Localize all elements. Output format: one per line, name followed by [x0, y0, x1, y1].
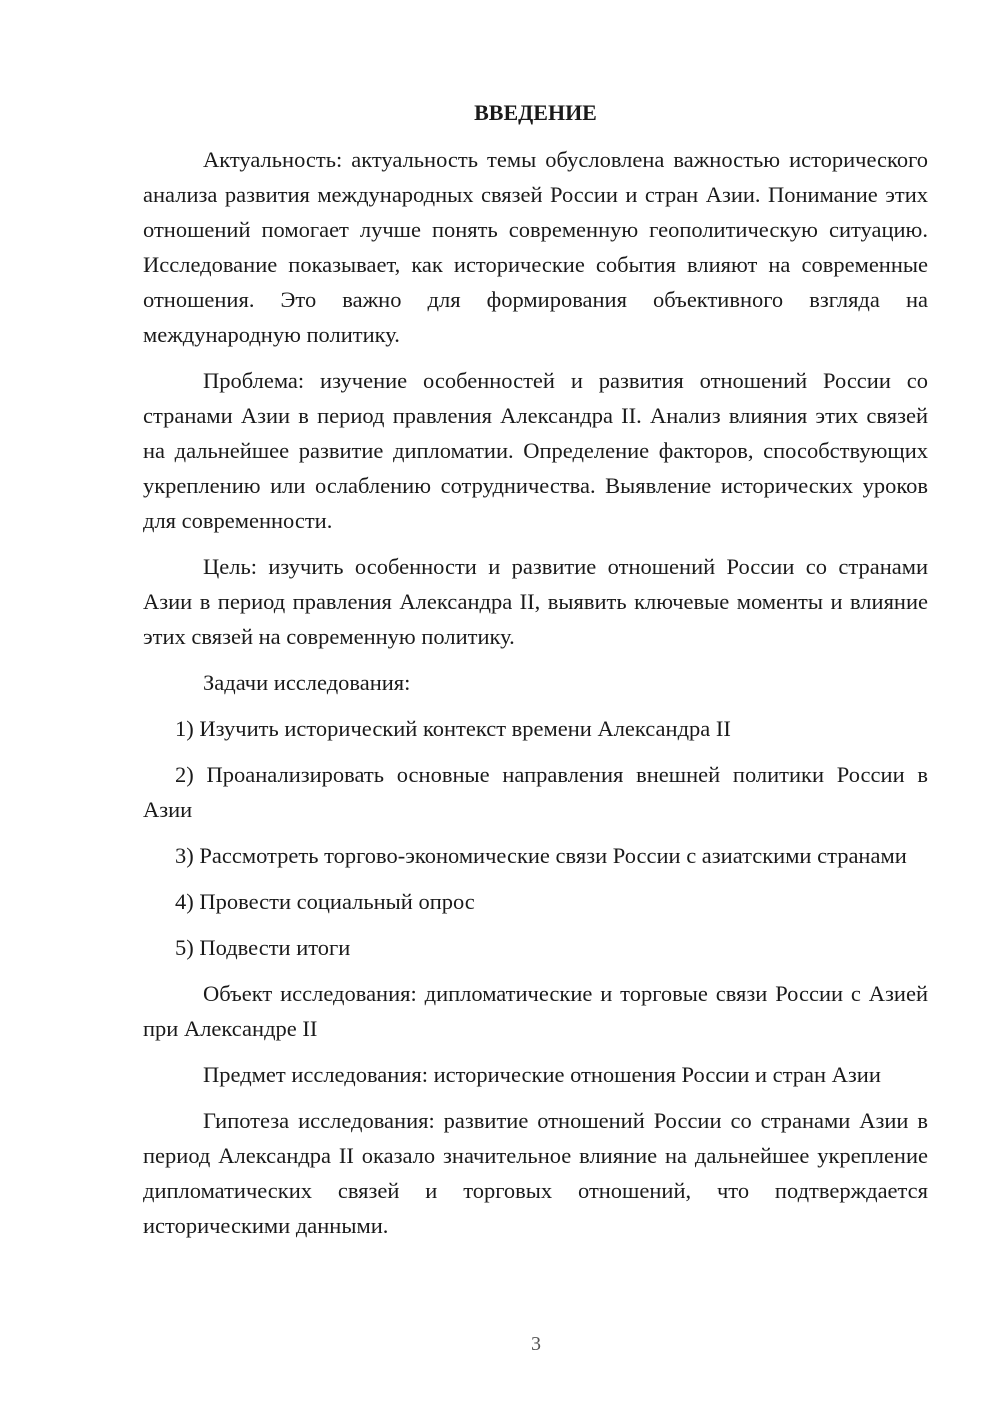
goal-paragraph: Цель: изучить особенности и развитие отношений России со странами Азии в период правления Александра II, выявить ключевые моменты и влияние этих связей на современную политику.: [143, 554, 928, 649]
section-heading: ВВЕДЕНИЕ: [474, 100, 597, 125]
task-item-3: 3) Рассмотреть торгово-экономические связи России с азиатскими странами: [175, 843, 907, 868]
task-item-4: 4) Провести социальный опрос: [175, 889, 475, 914]
page-number: 3: [531, 1333, 541, 1355]
document-page: [143, 95, 928, 1254]
relevance-paragraph: Актуальность: актуальность темы обусловлена важностью исторического анализа развития международных связей России и стран Азии. Понимание этих отношений помогает лучше понять современную геополитическую ситуацию. Исследование показывает, как исторические события влияют на современные отношения. Это важно для формирования объективного взгляда на международную политику.: [143, 147, 928, 347]
task-item-1: 1) Изучить исторический контекст времени Александра II: [175, 716, 731, 741]
task-item-2: 2) Проанализировать основные направления внешней политики России в Азии: [143, 762, 928, 822]
hypothesis-paragraph: Гипотеза исследования: развитие отношений России со странами Азии в период Александра II оказало значительное влияние на дальнейшее укрепление дипломатических связей и торговых отношений, что подтверждается историческими данными.: [143, 1108, 928, 1238]
tasks-heading: Задачи исследования:: [203, 670, 411, 695]
problem-paragraph: Проблема: изучение особенностей и развития отношений России со странами Азии в период правления Александра II. Анализ влияния этих связей на дальнейшее развитие дипломатии. Определение факторов, способствующих укреплению или ослаблению сотрудничества. Выявление исторических уроков для современности.: [143, 368, 928, 533]
subject-paragraph: Предмет исследования: исторические отношения России и стран Азии: [203, 1062, 881, 1087]
task-item-5: 5) Подвести итоги: [175, 935, 351, 960]
object-paragraph: Объект исследования: дипломатические и торговые связи России с Азией при Александре II: [143, 981, 928, 1041]
